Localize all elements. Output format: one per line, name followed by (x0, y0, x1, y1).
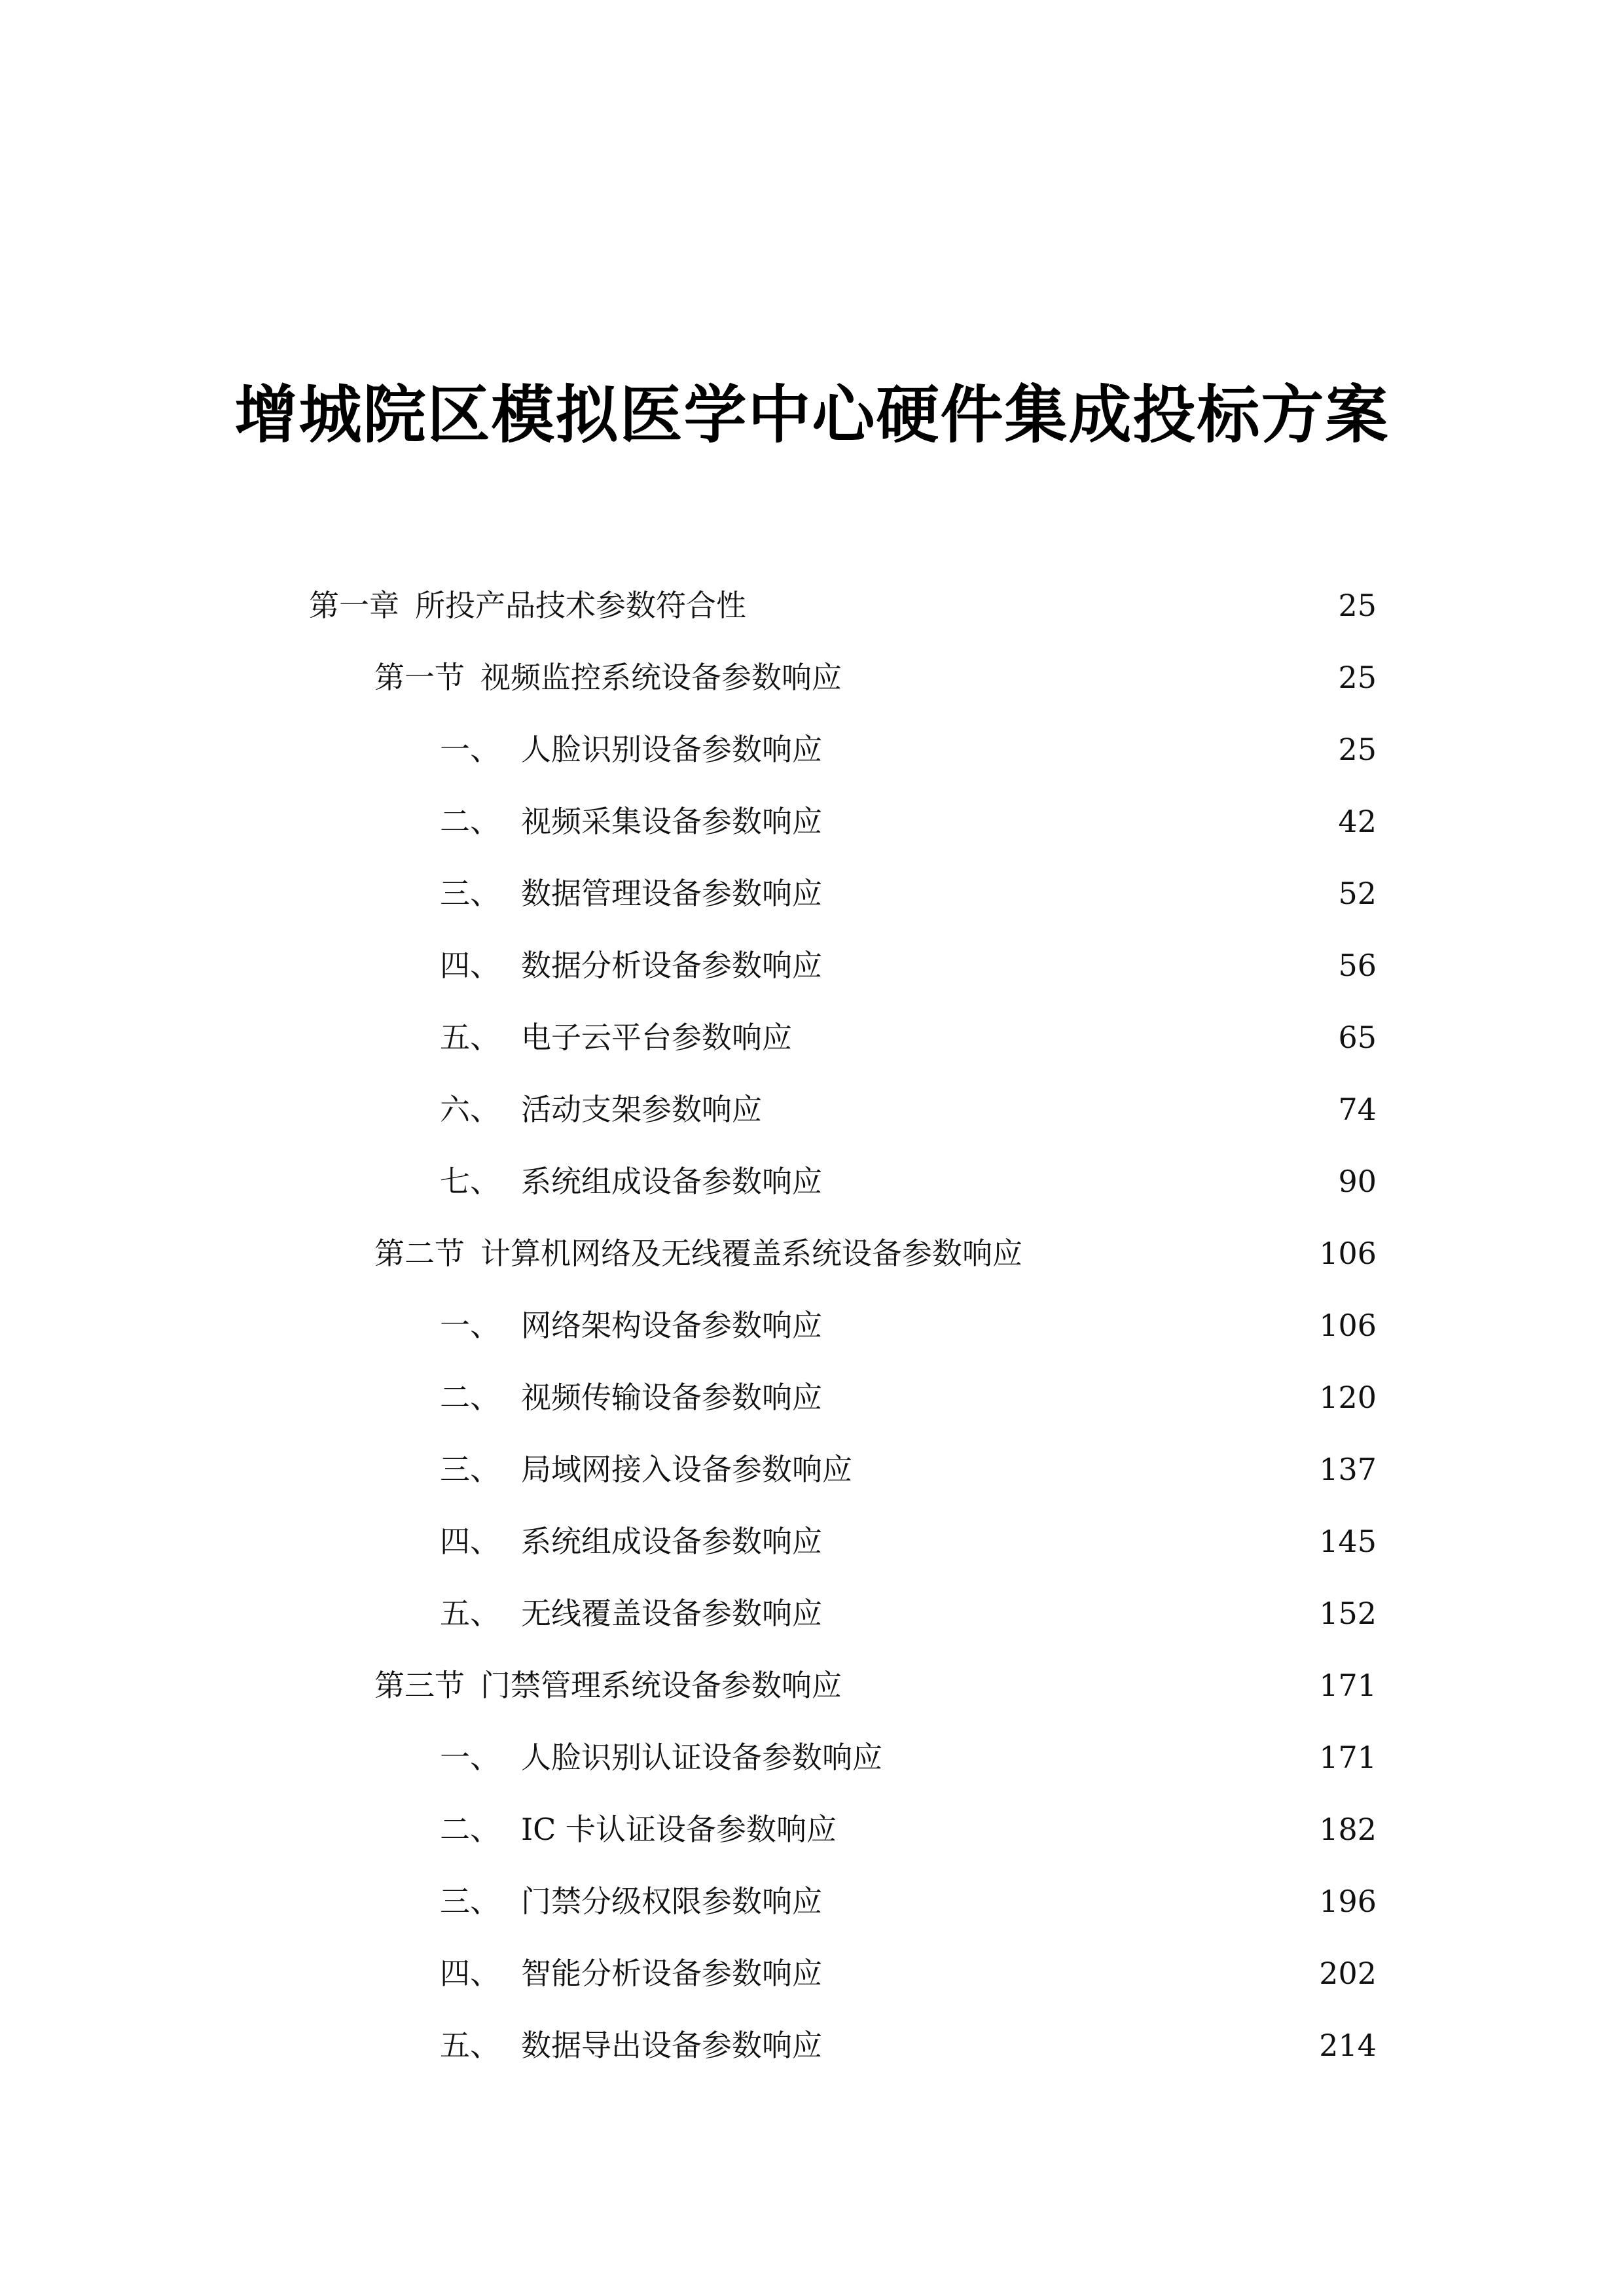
toc-entry-title: 视频采集设备参数响应 (521, 804, 822, 839)
toc-entry-item[interactable] (0, 2009, 1624, 2081)
toc-entry-title: IC 卡认证设备参数响应 (521, 1812, 837, 1847)
toc-entry-number: 四、 (440, 1524, 500, 1559)
toc-entry-number: 一、 (440, 732, 500, 767)
toc-entry-page: 196 (1319, 1884, 1377, 1919)
toc-entry-page: 137 (1319, 1452, 1377, 1487)
toc-entry-item[interactable] (0, 1145, 1624, 1217)
toc-entry-number: 二、 (440, 1380, 500, 1415)
toc-entry-title: 数据导出设备参数响应 (521, 2028, 822, 2063)
dot-leader (829, 1378, 1295, 1417)
table-of-contents (0, 569, 1624, 2081)
toc-entry-page: 171 (1319, 1740, 1377, 1775)
toc-entry-page: 52 (1338, 876, 1377, 911)
toc-entry-title: 人脸识别设备参数响应 (521, 732, 822, 767)
dot-leader (799, 1018, 1295, 1057)
dot-leader (829, 730, 1295, 769)
toc-entry-title: 视频监控系统设备参数响应 (480, 660, 842, 695)
dot-leader (829, 1162, 1295, 1201)
dot-leader (848, 1666, 1295, 1705)
dot-leader (768, 1090, 1295, 1129)
toc-entry-title: 数据分析设备参数响应 (521, 948, 822, 983)
toc-entry-title: 局域网接入设备参数响应 (521, 1452, 852, 1487)
dot-leader (848, 658, 1295, 697)
toc-entry-page: 42 (1338, 804, 1377, 839)
dot-leader (829, 1306, 1295, 1345)
toc-entry-number: 第一章 (309, 588, 399, 623)
toc-entry-title: 门禁分级权限参数响应 (521, 1884, 822, 1919)
dot-leader (829, 874, 1295, 913)
toc-entry-chapter[interactable] (0, 569, 1624, 641)
toc-entry-title: 无线覆盖设备参数响应 (521, 1596, 822, 1631)
dot-leader (1029, 1234, 1295, 1273)
dot-leader (829, 1954, 1295, 1993)
toc-entry-item[interactable] (0, 1721, 1624, 1793)
toc-entry-number: 五、 (440, 1020, 500, 1055)
toc-entry-page: 25 (1338, 732, 1377, 767)
toc-entry-number: 第三节 (374, 1668, 465, 1703)
toc-entry-number: 第二节 (374, 1236, 465, 1271)
toc-entry-number: 二、 (440, 1812, 500, 1847)
toc-entry-number: 一、 (440, 1740, 500, 1775)
toc-entry-title: 活动支架参数响应 (521, 1092, 762, 1127)
toc-entry-item[interactable] (0, 1577, 1624, 1649)
toc-entry-number: 四、 (440, 948, 500, 983)
toc-entry-item[interactable] (0, 1433, 1624, 1505)
toc-entry-item[interactable] (0, 1361, 1624, 1433)
dot-leader (829, 1522, 1295, 1561)
toc-entry-title: 计算机网络及无线覆盖系统设备参数响应 (480, 1236, 1022, 1271)
toc-entry-title: 数据管理设备参数响应 (521, 876, 822, 911)
toc-entry-section[interactable] (0, 1217, 1624, 1289)
toc-entry-title: 所投产品技术参数符合性 (415, 588, 746, 623)
toc-entry-number: 四、 (440, 1956, 500, 1991)
toc-entry-page: 90 (1338, 1164, 1377, 1199)
toc-entry-title: 电子云平台参数响应 (521, 1020, 792, 1055)
toc-entry-section[interactable] (0, 641, 1624, 713)
toc-entry-title: 人脸识别认证设备参数响应 (521, 1740, 882, 1775)
toc-entry-number: 二、 (440, 804, 500, 839)
toc-entry-number: 五、 (440, 2028, 500, 2063)
toc-entry-number: 第一节 (374, 660, 465, 695)
toc-entry-page: 214 (1319, 2028, 1377, 2063)
toc-entry-number: 六、 (440, 1092, 500, 1127)
dot-leader (859, 1450, 1295, 1489)
toc-entry-title: 智能分析设备参数响应 (521, 1956, 822, 1991)
toc-entry-item[interactable] (0, 857, 1624, 929)
toc-entry-page: 152 (1319, 1596, 1377, 1631)
toc-entry-item[interactable] (0, 713, 1624, 785)
dot-leader (753, 586, 1295, 625)
toc-entry-page: 106 (1319, 1308, 1377, 1343)
dot-leader (829, 802, 1295, 841)
dot-leader (829, 1882, 1295, 1921)
toc-entry-page: 25 (1338, 660, 1377, 695)
toc-entry-title: 视频传输设备参数响应 (521, 1380, 822, 1415)
toc-entry-page: 182 (1319, 1812, 1377, 1847)
toc-entry-page: 74 (1338, 1092, 1377, 1127)
dot-leader (829, 2026, 1295, 2065)
toc-entry-section[interactable] (0, 1649, 1624, 1721)
toc-entry-title: 门禁管理系统设备参数响应 (480, 1668, 842, 1703)
dot-leader (843, 1810, 1295, 1849)
toc-entry-page: 202 (1319, 1956, 1377, 1991)
dot-leader (829, 946, 1295, 985)
toc-entry-page: 106 (1319, 1236, 1377, 1271)
toc-entry-page: 56 (1338, 948, 1377, 983)
toc-entry-number: 三、 (440, 876, 500, 911)
toc-entry-item[interactable] (0, 1937, 1624, 2009)
toc-entry-item[interactable] (0, 929, 1624, 1001)
toc-entry-item[interactable] (0, 1001, 1624, 1073)
toc-entry-item[interactable] (0, 785, 1624, 857)
toc-entry-title: 网络架构设备参数响应 (521, 1308, 822, 1343)
toc-entry-item[interactable] (0, 1289, 1624, 1361)
toc-entry-number: 五、 (440, 1596, 500, 1631)
toc-entry-page: 120 (1319, 1380, 1377, 1415)
dot-leader (889, 1738, 1295, 1777)
toc-entry-page: 145 (1319, 1524, 1377, 1559)
toc-entry-number: 三、 (440, 1452, 500, 1487)
toc-entry-item[interactable] (0, 1505, 1624, 1577)
toc-entry-title: 系统组成设备参数响应 (521, 1524, 822, 1559)
document-title: 增城院区模拟医学中心硬件集成投标方案 (234, 378, 1390, 452)
toc-entry-title: 系统组成设备参数响应 (521, 1164, 822, 1199)
toc-entry-number: 三、 (440, 1884, 500, 1919)
toc-entry-number: 七、 (440, 1164, 500, 1199)
toc-entry-item[interactable] (0, 1073, 1624, 1145)
toc-entry-item[interactable] (0, 1793, 1624, 1865)
toc-entry-page: 25 (1338, 588, 1377, 623)
toc-entry-page: 171 (1319, 1668, 1377, 1703)
toc-entry-item[interactable] (0, 1865, 1624, 1937)
dot-leader (829, 1594, 1295, 1633)
toc-entry-page: 65 (1338, 1020, 1377, 1055)
toc-entry-number: 一、 (440, 1308, 500, 1343)
